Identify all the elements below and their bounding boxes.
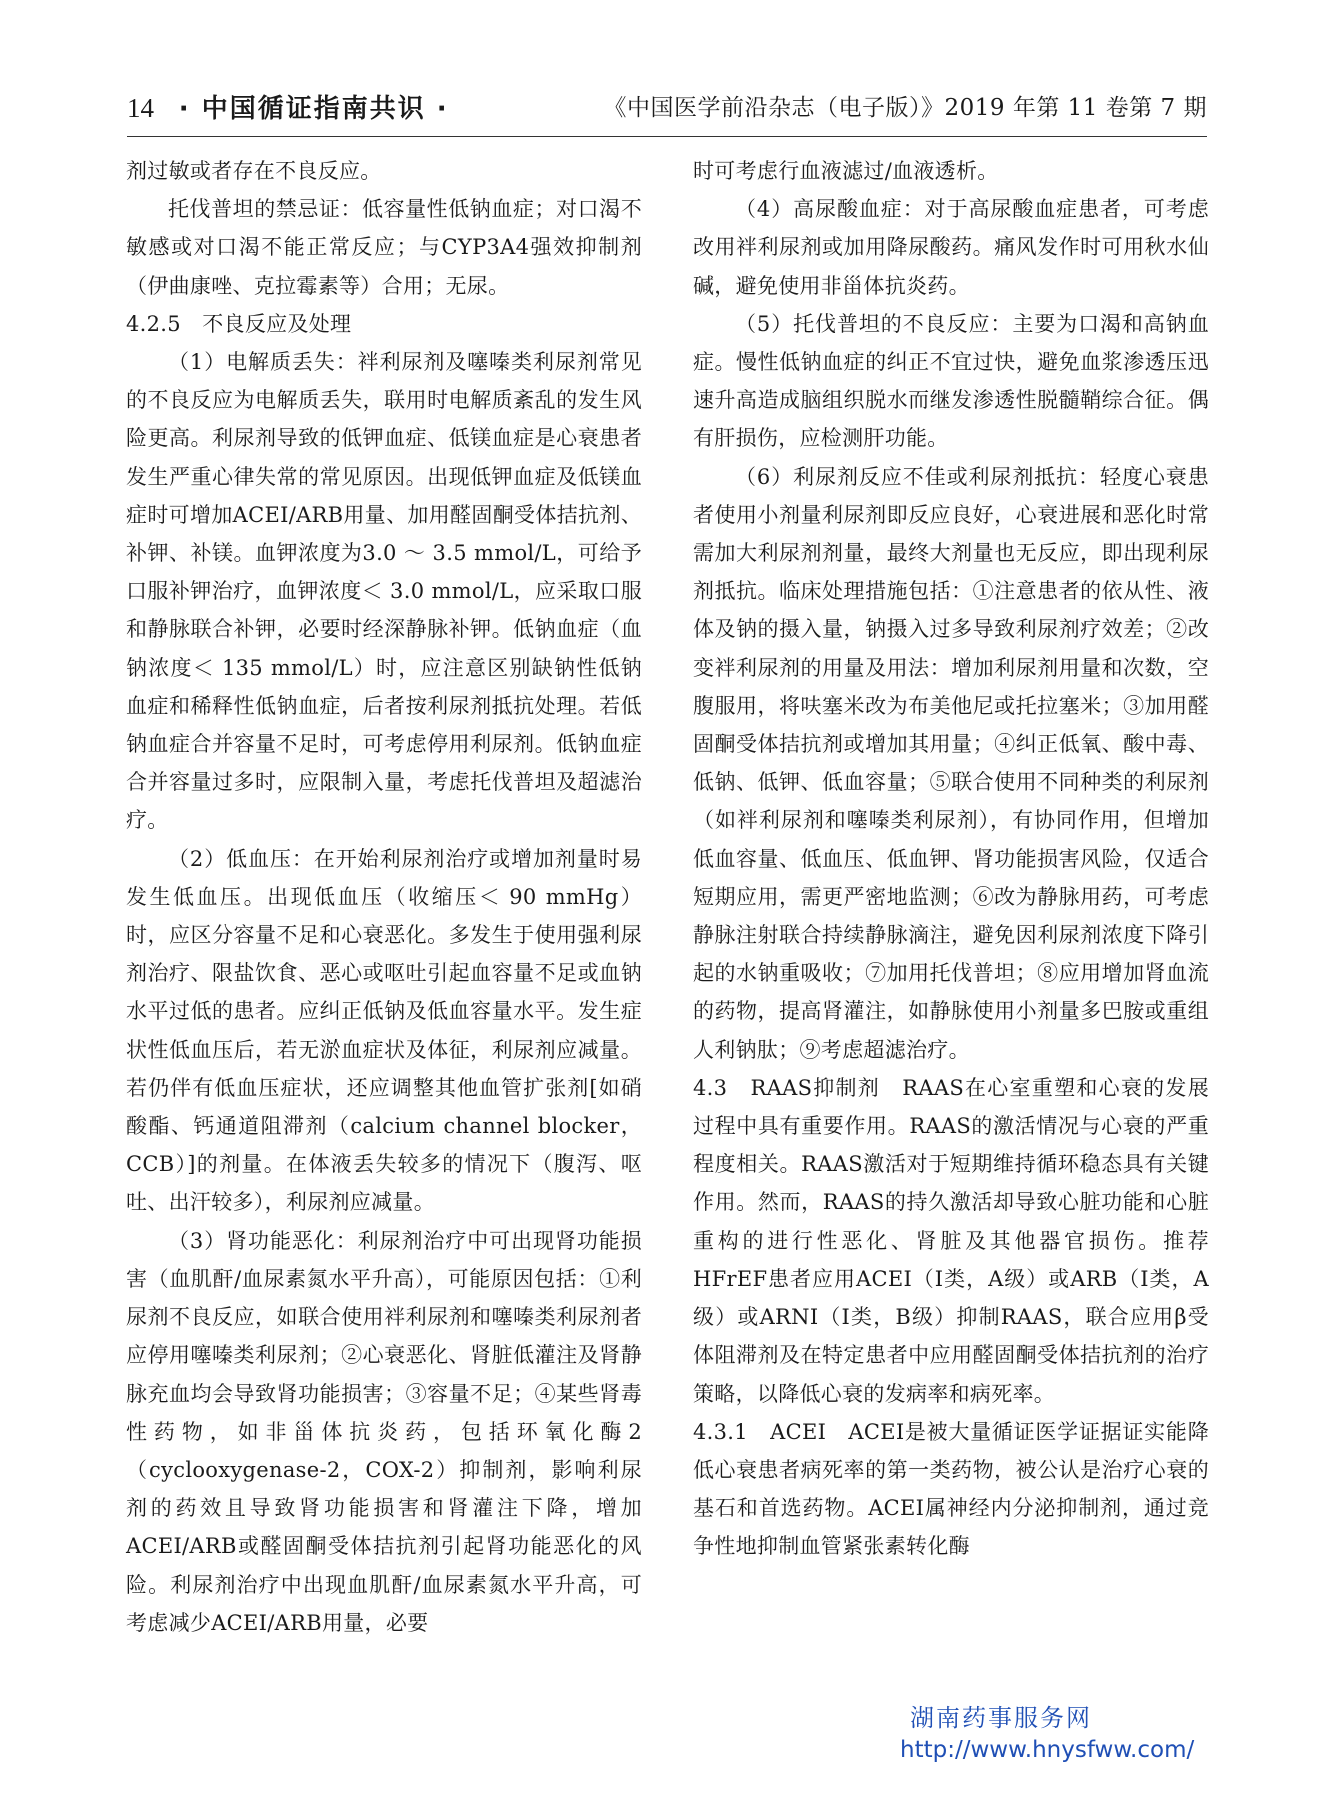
section-heading: 4.2.5 不良反应及处理: [126, 311, 352, 336]
right-column: [693, 152, 1209, 1566]
paragraph: 时可考虑行血液滤过/血液透析。: [693, 159, 999, 183]
page-header: [127, 86, 1207, 134]
paragraph: （1）电解质丢失：袢利尿剂及噻嗪类利尿剂常见的不良反应为电解质丢失，联用时电解质紊乱的发生风险更高。利尿剂导致的低钾血症、低镁血症是心衰患者发生严重心律失常的常见原因。出现低钾血症及低镁血症时可增加ACEI/ARB用量、加用醛固酮受体拮抗剂、补钾、补镁。血钾浓度为3.0 ～ 3.5 mmol/L，可给予口服补钾治疗，血钾浓度＜ 3.0 mmol/L，应采取口服和静脉联合补钾，必要时经深静脉补钾。低钠血症（血钠浓度＜ 135 mmol/L）时，应注意区别缺钠性低钠血症和稀释性低钠血症，后者按利尿剂抵抗处理。若低钠血症合并容量不足时，可考虑停用利尿剂。低钠血症合并容量过多时，应限制入量，考虑托伐普坦及超滤治疗。: [126, 350, 642, 833]
left-column: [126, 152, 642, 1642]
page-number: 14: [127, 93, 154, 123]
watermark-name: 湖南药事服务网: [910, 1704, 1092, 1732]
paragraph: （5）托伐普坦的不良反应：主要为口渴和高钠血症。慢性低钠血症的纠正不宜过快，避免血浆渗透压迅速升高造成脑组织脱水而继发渗透性脱髓鞘综合征。偶有肝损伤，应检测肝功能。: [693, 311, 1209, 451]
paragraph: （2）低血压：在开始利尿剂治疗或增加剂量时易发生低血压。出现低血压（收缩压＜ 90 mmHg）时，应区分容量不足和心衰恶化。多发生于使用强利尿剂治疗、限盐饮食、恶心或呕吐引起血容量不足或血钠水平过低的患者。应纠正低钠及低血容量水平。发生症状性低血压后，若无淤血症状及体征，利尿剂应减量。若仍伴有低血压症状，还应调整其他血管扩张剂[如硝酸酯、钙通道阻滞剂（calcium channel blocker，CCB）]的剂量。在体液丢失较多的情况下（腹泻、呕吐、出汗较多），利尿剂应减量。: [126, 846, 642, 1215]
header-rule: [127, 136, 1207, 137]
journal-section: · 中国循证指南共识 ·: [178, 94, 449, 124]
paragraph: 托伐普坦的禁忌证：低容量性低钠血症；对口渴不敏感或对口渴不能正常反应；与CYP3A4强效抑制剂（伊曲康唑、克拉霉素等）合用；无尿。: [126, 197, 642, 298]
paragraph: （3）肾功能恶化：利尿剂治疗中可出现肾功能损害（血肌酐/血尿素氮水平升高），可能原因包括：①利尿剂不良反应，如联合使用袢利尿剂和噻嗪类利尿剂者应停用噻嗪类利尿剂；②心衰恶化、肾脏低灌注及肾静脉充血均会导致肾功能损害；③容量不足；④某些肾毒性药物，如非甾体抗炎药，包括环氧化酶2（cyclooxygenase-2，COX-2）抑制剂，影响利尿剂的药效且导致肾功能损害和肾灌注下降，增加ACEI/ARB或醛固酮受体拮抗剂引起肾功能恶化的风险。利尿剂治疗中出现血肌酐/血尿素氮水平升高，可考虑减少ACEI/ARB用量，必要: [126, 1228, 642, 1635]
header-left: [127, 86, 449, 131]
paragraph: 剂过敏或者存在不良反应。: [126, 159, 382, 183]
watermark: [900, 1702, 1230, 1766]
watermark-url: http://www.hnysfww.com/: [900, 1737, 1195, 1763]
section-paragraph: 4.3.1 ACEI ACEI是被大量循证医学证据证实能降低心衰患者病死率的第一类药物，被公认是治疗心衰的基石和首选药物。ACEI属神经内分泌抑制剂，通过竞争性地抑制血管紧张素转化酶: [693, 1419, 1209, 1559]
section-paragraph: 4.3 RAAS抑制剂 RAAS在心室重塑和心衰的发展过程中具有重要作用。RAAS的激活情况与心衰的严重程度相关。RAAS激活对于短期维持循环稳态具有关键作用。然而，RAAS的持久激活却导致心脏功能和心脏重构的进行性恶化、肾脏及其他器官损伤。推荐HFrEF患者应用ACEI（Ⅰ类，A级）或ARB（Ⅰ类，A级）或ARNI（Ⅰ类，B级）抑制RAAS，联合应用β受体阻滞剂及在特定患者中应用醛固酮受体拮抗剂的治疗策略，以降低心衰的发病率和病死率。: [693, 1075, 1209, 1406]
paragraph: （4）高尿酸血症：对于高尿酸血症患者，可考虑改用袢利尿剂或加用降尿酸药。痛风发作时可用秋水仙碱，避免使用非甾体抗炎药。: [693, 197, 1209, 298]
paragraph: （6）利尿剂反应不佳或利尿剂抵抗：轻度心衰患者使用小剂量利尿剂即反应良好，心衰进展和恶化时常需加大利尿剂剂量，最终大剂量也无反应，即出现利尿剂抵抗。临床处理措施包括：①注意患者的依从性、液体及钠的摄入量，钠摄入过多导致利尿剂疗效差；②改变袢利尿剂的用量及用法：增加利尿剂用量和次数，空腹服用，将呋塞米改为布美他尼或托拉塞米；③加用醛固酮受体拮抗剂或增加其用量；④纠正低氧、酸中毒、低钠、低钾、低血容量；⑤联合使用不同种类的利尿剂（如袢利尿剂和噻嗪类利尿剂），有协同作用，但增加低血容量、低血压、低血钾、肾功能损害风险，仅适合短期应用，需更严密地监测；⑥改为静脉用药，可考虑静脉注射联合持续静脉滴注，避免因利尿剂浓度下降引起的水钠重吸收；⑦加用托伐普坦；⑧应用增加肾血流的药物，提高肾灌注，如静脉使用小剂量多巴胺或重组人利钠肽；⑨考虑超滤治疗。: [693, 464, 1209, 1062]
journal-citation: 《中国医学前沿杂志（电子版）》2019 年第 11 卷第 7 期: [603, 95, 1207, 121]
